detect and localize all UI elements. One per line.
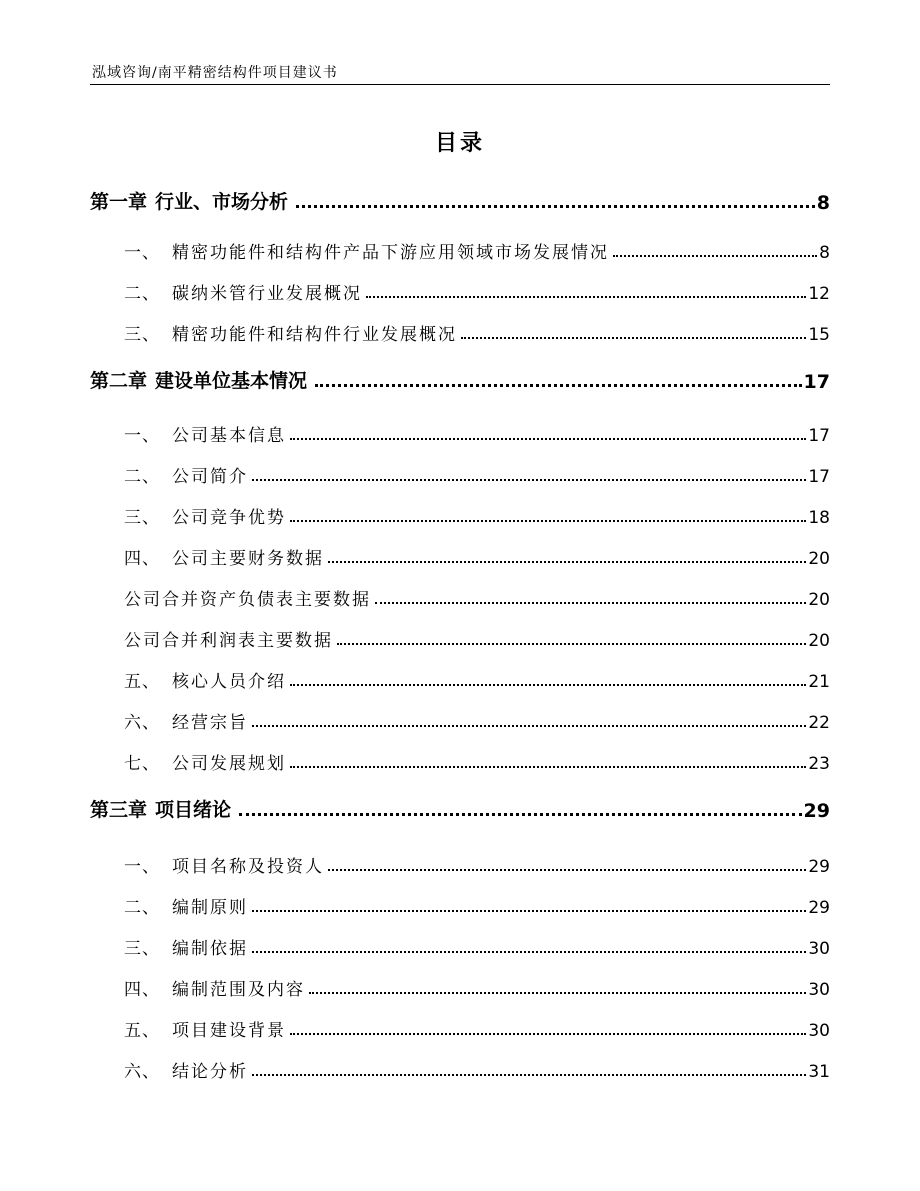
toc-entry-number: 二、: [124, 467, 160, 487]
toc-section-entry[interactable]: [90, 276, 830, 304]
toc-entry-title: 碳纳米管行业发展概况: [172, 284, 362, 304]
dot-leader: [337, 643, 806, 645]
dot-leader: [290, 766, 806, 768]
toc-page-number: 30: [808, 939, 830, 959]
toc-entry-number: 二、: [124, 898, 160, 918]
toc-entry-title: 经营宗旨: [172, 713, 248, 733]
toc-entry-title: 公司合并资产负债表主要数据: [124, 590, 371, 610]
toc-chapter-entry[interactable]: [90, 186, 830, 214]
toc-entry-number: 五、: [124, 1021, 160, 1041]
toc-entry-number: 一、: [124, 857, 160, 877]
dot-leader: [290, 520, 806, 522]
toc-page-number: 17: [803, 371, 830, 393]
toc-entry-heading: [90, 667, 286, 692]
toc-entry-number: 三、: [124, 508, 160, 528]
dot-leader: [328, 869, 806, 871]
toc-entry-number: 二、: [124, 284, 160, 304]
toc-entry-title: 公司简介: [172, 467, 248, 487]
toc-entry-heading: [90, 320, 457, 345]
dot-leader: [290, 438, 806, 440]
toc-section-entry[interactable]: [90, 235, 830, 263]
toc-entry-title: 行业、市场分析: [155, 191, 289, 213]
toc-entry-heading: [90, 421, 286, 446]
toc-entry-number: 三、: [124, 325, 160, 345]
toc-page-number: 8: [819, 243, 830, 263]
toc-section-entry[interactable]: [90, 582, 830, 610]
toc-section-entry[interactable]: [90, 849, 830, 877]
toc-entry-number: 第三章: [90, 799, 148, 821]
toc-page-number: 18: [808, 508, 830, 528]
toc-entry-title: 精密功能件和结构件产品下游应用领域市场发展情况: [172, 243, 609, 263]
toc-page-number: 22: [808, 713, 830, 733]
toc-section-entry[interactable]: [90, 890, 830, 918]
dot-leader: [252, 479, 806, 481]
dot-leader: [309, 992, 806, 994]
toc-section-entry[interactable]: [90, 418, 830, 446]
dot-leader: [296, 205, 815, 208]
toc-section-entry[interactable]: [90, 317, 830, 345]
toc-entry-heading: [90, 544, 324, 569]
dot-leader: [252, 725, 806, 727]
toc-page-number: 17: [808, 467, 830, 487]
dot-leader: [328, 561, 806, 563]
toc-section-entry[interactable]: [90, 459, 830, 487]
toc-section-entry[interactable]: [90, 705, 830, 733]
dot-leader: [366, 296, 806, 298]
toc-entry-heading: [90, 503, 286, 528]
toc-page-number: 17: [808, 426, 830, 446]
toc-page-number: 20: [808, 590, 830, 610]
dot-leader: [252, 910, 806, 912]
toc-entry-number: 四、: [124, 549, 160, 569]
toc-entry-heading: [90, 366, 307, 393]
toc-chapter-entry[interactable]: [90, 365, 830, 393]
toc-entry-title: 公司发展规划: [172, 754, 286, 774]
dot-leader: [290, 684, 806, 686]
toc-entry-title: 编制依据: [172, 939, 248, 959]
toc-entry-title: 结论分析: [172, 1062, 248, 1082]
toc-entry-title: 公司基本信息: [172, 426, 286, 446]
dot-leader: [315, 384, 802, 387]
toc-entry-number: 一、: [124, 426, 160, 446]
toc-chapter-entry[interactable]: [90, 794, 830, 822]
toc-section-entry[interactable]: [90, 1054, 830, 1082]
dot-leader: [239, 813, 802, 816]
dot-leader: [375, 602, 806, 604]
toc-section-entry[interactable]: [90, 500, 830, 528]
toc-page-number: 23: [808, 754, 830, 774]
toc-page-number: 20: [808, 549, 830, 569]
toc-entry-heading: [90, 934, 248, 959]
toc-entry-title: 项目绪论: [155, 799, 232, 821]
dot-leader: [461, 337, 806, 339]
toc-entry-title: 编制原则: [172, 898, 248, 918]
toc-page-number: 29: [803, 800, 830, 822]
toc-section-entry[interactable]: [90, 746, 830, 774]
toc-page-number: 29: [808, 898, 830, 918]
toc-entry-heading: [90, 975, 305, 1000]
toc-entry-heading: [90, 585, 371, 610]
toc-section-entry[interactable]: [90, 541, 830, 569]
page-title: 目录: [434, 131, 485, 156]
toc-entry-heading: [90, 1057, 248, 1082]
toc-entry-heading: [90, 462, 248, 487]
toc-section-entry[interactable]: [90, 664, 830, 692]
toc-entry-heading: [90, 1016, 286, 1041]
toc-entry-title: 精密功能件和结构件行业发展概况: [172, 325, 457, 345]
toc-entry-number: 三、: [124, 939, 160, 959]
toc-entry-heading: [90, 749, 286, 774]
toc-section-entry[interactable]: [90, 623, 830, 651]
dot-leader: [290, 1033, 806, 1035]
toc-entry-title: 公司主要财务数据: [172, 549, 324, 569]
dot-leader: [252, 951, 806, 953]
header-rule: [90, 84, 830, 85]
toc-entry-title: 建设单位基本情况: [155, 370, 308, 392]
toc-section-entry[interactable]: [90, 1013, 830, 1041]
toc-page-number: 15: [808, 325, 830, 345]
toc-entry-number: 六、: [124, 1062, 160, 1082]
toc-entry-title: 公司合并利润表主要数据: [124, 631, 333, 651]
toc-entry-title: 项目建设背景: [172, 1021, 286, 1041]
toc-section-entry[interactable]: [90, 972, 830, 1000]
toc-entry-title: 公司竞争优势: [172, 508, 286, 528]
toc-entry-title: 编制范围及内容: [172, 980, 305, 1000]
toc-entry-number: 第一章: [90, 191, 148, 213]
toc-page-number: 20: [808, 631, 830, 651]
toc-entry-number: 四、: [124, 980, 160, 1000]
toc-entry-heading: [90, 708, 248, 733]
toc-entry-title: 核心人员介绍: [172, 672, 286, 692]
toc-page-number: 30: [808, 980, 830, 1000]
toc-entry-title: 项目名称及投资人: [172, 857, 324, 877]
toc-page-number: 31: [808, 1062, 830, 1082]
toc-entry-number: 第二章: [90, 370, 148, 392]
toc-page-number: 21: [808, 672, 830, 692]
toc-entry-number: 五、: [124, 672, 160, 692]
toc-entry-heading: [90, 626, 333, 651]
dot-leader: [613, 255, 817, 257]
dot-leader: [252, 1074, 806, 1076]
toc-entry-heading: [90, 795, 231, 822]
toc-page-number: 30: [808, 1021, 830, 1041]
toc-entry-heading: [90, 279, 362, 304]
toc-entry-number: 一、: [124, 243, 160, 263]
toc-entry-heading: [90, 893, 248, 918]
toc-page-number: 29: [808, 857, 830, 877]
toc-page-number: 8: [816, 192, 830, 214]
toc-entry-number: 七、: [124, 754, 160, 774]
toc-page-number: 12: [808, 284, 830, 304]
toc-entry-heading: [90, 238, 609, 263]
toc-entry-heading: [90, 852, 324, 877]
running-header: 泓域咨询/南平精密结构件项目建议书: [92, 65, 338, 81]
toc-entry-number: 六、: [124, 713, 160, 733]
toc-section-entry[interactable]: [90, 931, 830, 959]
toc-entry-heading: [90, 187, 288, 214]
